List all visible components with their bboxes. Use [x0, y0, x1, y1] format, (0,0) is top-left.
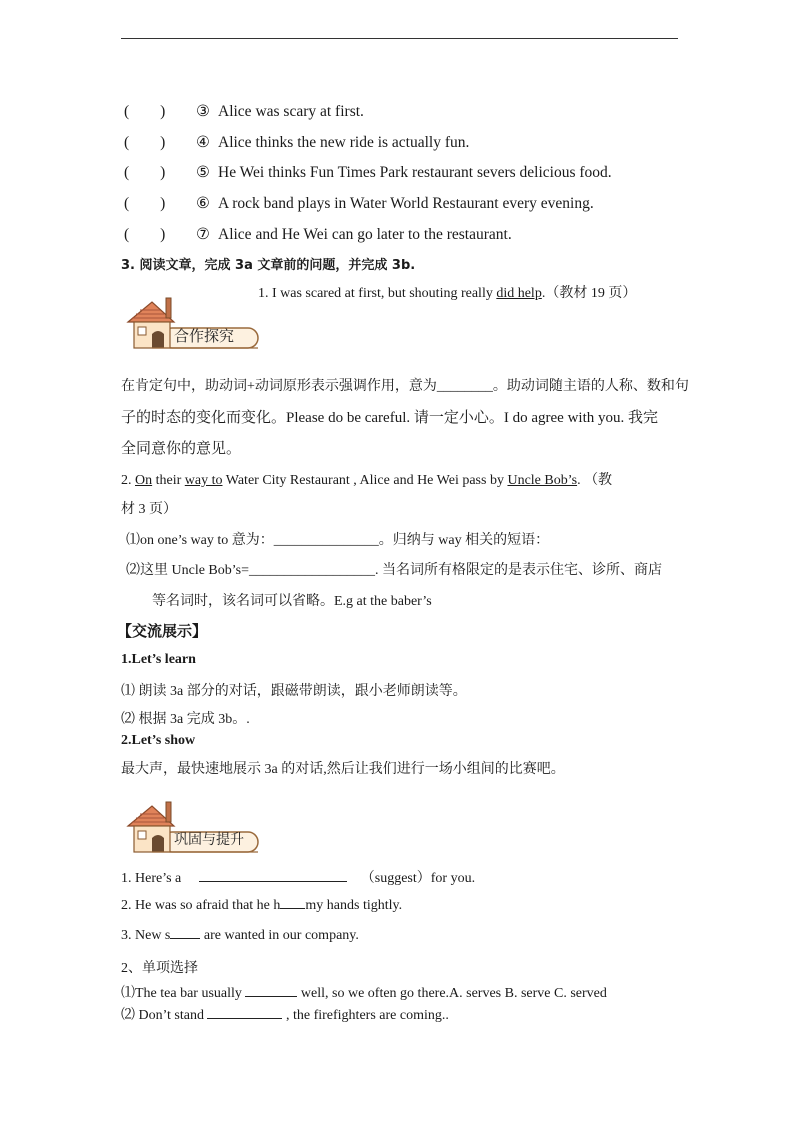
fill-item-3: [121, 926, 359, 944]
underlined-phrase: Uncle Bob’s: [507, 473, 578, 488]
item-text: （suggest）for you.: [360, 871, 476, 886]
example-sentence-2: [121, 469, 612, 489]
grammar-note-line-2: 子的时态的变化而变化。Please do be careful. 请一定小心。I do agree with you. 我完: [121, 410, 658, 426]
item-number: ⑦: [196, 226, 210, 243]
badge-label: 巩固与提升: [174, 832, 244, 848]
item-text: my hands tightly.: [305, 898, 403, 913]
multiple-choice-title: 2、单项选择: [121, 961, 198, 976]
item-text: 2. He was so afraid that he h: [121, 898, 281, 913]
item-text: Alice was scary at first.: [218, 103, 364, 120]
fill-item-1: [121, 867, 475, 887]
answer-paren: ( ): [124, 134, 166, 151]
item-number: ④: [196, 134, 210, 151]
section-badge-consolidate: [122, 796, 262, 858]
example-source: . （教: [577, 473, 613, 488]
item-number: ⑥: [196, 195, 210, 212]
grammar-note-line-1: 在肯定句中，助动词+动词原形表示强调作用，意为________。助动词随主语的人称、数和句: [121, 379, 689, 394]
badge-label: 合作探究: [174, 327, 235, 345]
tf-item-7: [124, 222, 512, 244]
example-text: Water City Restaurant , Alice and He Wei pass by: [222, 473, 508, 488]
answer-paren: ( ): [124, 226, 166, 243]
mc-item-2: [121, 1004, 449, 1024]
section-exchange-title: 【交流展示】: [117, 622, 208, 640]
answer-blank[interactable]: [170, 926, 200, 939]
lets-learn-item-1: ⑴ 朗读 3a 部分的对话，跟磁带朗读，跟小老师朗读等。: [121, 684, 467, 699]
item-text: , the firefighters are coming..: [282, 1008, 449, 1023]
lets-learn-title: 1.Let’s learn: [121, 652, 196, 667]
fill-item-2: [121, 896, 402, 914]
item-text: He Wei thinks Fun Times Park restaurant severs delicious food.: [218, 164, 612, 181]
answer-blank[interactable]: [207, 1006, 282, 1019]
lets-show-text: 最大声，最快速地展示 3a 的对话,然后让我们进行一场小组间的比赛吧。: [121, 762, 565, 777]
underlined-phrase: On: [135, 473, 153, 488]
item-text: are wanted in our company.: [200, 928, 359, 943]
answer-paren: ( ): [124, 164, 166, 181]
item-number: ③: [196, 103, 210, 120]
answer-paren: ( ): [124, 103, 166, 120]
item-number: ⑤: [196, 164, 210, 181]
item-text: Alice and He Wei can go later to the restaurant.: [218, 226, 512, 243]
item-text: Alice thinks the new ride is actually fun.: [218, 134, 470, 151]
example-text: 1. I was scared at first, but shouting really: [258, 286, 497, 301]
item-text: 1. Here’s a: [121, 871, 185, 886]
example-source: .（教材 19 页）: [541, 286, 637, 301]
lets-learn-item-2: ⑵ 根据 3a 完成 3b。.: [121, 712, 250, 727]
item-text: ⑵ Don’t stand: [121, 1008, 208, 1023]
lets-show-title: 2.Let’s show: [121, 733, 196, 748]
section-badge-cooperate: [122, 292, 262, 354]
mc-item-1: [121, 982, 607, 1002]
item-text: ⑴The tea bar usually: [121, 986, 246, 1001]
example-sentence-1: [258, 282, 636, 302]
underlined-phrase: did help: [496, 286, 542, 301]
answer-blank[interactable]: [245, 984, 297, 997]
tf-item-6: [124, 191, 594, 213]
answer-blank[interactable]: [199, 869, 347, 882]
example-sentence-2-source: 材 3 页）: [121, 502, 177, 517]
tf-item-5: [124, 160, 612, 182]
item-text: well, so we often go there.A. serves B. serve C. served: [297, 986, 607, 1001]
answer-paren: ( ): [124, 195, 166, 212]
question-possessive-line-2: 等名词时，该名词可以省略。E.g at the baber’s: [152, 594, 432, 609]
example-text: their: [152, 473, 185, 488]
tf-item-3: [124, 99, 364, 121]
header-rule: [121, 38, 678, 39]
underlined-phrase: way to: [184, 473, 223, 488]
item-text: 3. New s: [121, 928, 171, 943]
tf-item-4: [124, 130, 469, 152]
question-possessive-line-1: ⑵这里 Uncle Bob’s=__________________. 当名词所有格限定的是表示住宅、诊所、商店: [126, 563, 662, 578]
example-text: 2.: [121, 473, 135, 488]
answer-blank[interactable]: [280, 896, 305, 909]
section-3-title: 3. 阅读文章，完成 3a 文章前的问题，并完成 3b.: [121, 258, 416, 273]
question-way-phrases: ⑴on one’s way to 意为：_______________。归纳与 way 相关的短语：: [126, 533, 550, 548]
item-text: A rock band plays in Water World Restaurant every evening.: [218, 195, 594, 212]
grammar-note-line-3: 全同意你的意见。: [121, 441, 242, 457]
